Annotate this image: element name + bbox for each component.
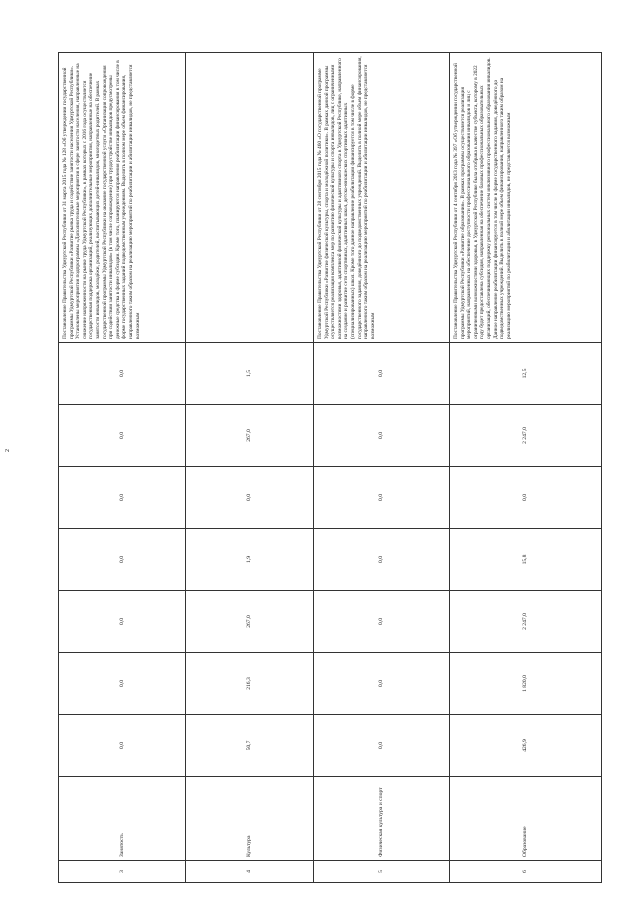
row-index: 5 xyxy=(314,861,450,883)
value-cell: 0,0 xyxy=(314,653,450,715)
value-cell: 2 247,0 xyxy=(450,405,602,467)
value-cell: 0,0 xyxy=(59,405,186,467)
value-cell: 0,0 xyxy=(59,591,186,653)
table-row xyxy=(450,53,602,883)
table-row xyxy=(314,53,450,883)
table-row xyxy=(186,53,314,883)
sector-name: Культура xyxy=(186,777,314,861)
page-number: 2 xyxy=(5,449,11,452)
value-cell: 0,0 xyxy=(59,467,186,529)
legal-basis-note: Постановление Правительства Удмуртской Республики от 28 сентября 2015 года № 460 «О государственной программе Удмуртской Республики «Развитие физической культуры, спорта и молодёжной политики». В рамках данной программы осуществляется реализация комплекса мер по развитию физической культуры и спорта инвалидов, лиц с ограниченными возможностями здоровья, адаптивной физической культуры и адаптивного спорта в Удмуртской Республике, направленного на создание и развитие сети спортивных, адаптивных школ, детско-юношеских спортивных адаптивных (специализированных) школ. Кроме того данное направление реабилитации финансируется в том числе в форме государственного задания, доведённого до подведомственных учреждений. Выделить в полной мере объем финансирования, направленного таким образом на реализацию мероприятий по реабилитации и абилитации инвалидов, не представляется возможным xyxy=(314,53,450,343)
sector-name: Образование xyxy=(450,777,602,861)
value-cell: 1 820,0 xyxy=(450,653,602,715)
row-index: 4 xyxy=(186,861,314,883)
funding-table xyxy=(58,52,602,883)
value-cell: 216,3 xyxy=(186,653,314,715)
sector-name: Занятость xyxy=(59,777,186,861)
legal-basis-note: Постановление Правительства Удмуртской Республики от 4 сентября 2013 года № 397 «Об утверждении государственной программы Удмуртской Республики «Развитие образования». В рамках программы осуществляется реализация мероприятий, направленных на обеспечение доступности профессионального образования инвалидов и лиц с ограниченными возможностями здоровья, в Удмуртской Республике была отобрана в качестве субъекта, которому в 2022 году будет предоставлена субсидия, направленная на обеспечение базовых профессиональных образовательных организаций, обеспечивающих поддержку региональных систем инклюзивного профессионального образования инвалидов. Данное направление реабилитации финансируется в том числе в форме государственного задания, доведённого до подведомственных учреждений. Выделить в полной мере объем финансирования, направленного таким образом на реализацию мероприятий по реабилитации и абилитации инвалидов, не представляется возможным xyxy=(450,53,602,343)
value-cell: 0,0 xyxy=(314,467,450,529)
value-cell: 0,0 xyxy=(314,715,450,777)
value-cell: 0,0 xyxy=(450,467,602,529)
value-cell: 50,7 xyxy=(186,715,314,777)
value-cell: 1,5 xyxy=(186,343,314,405)
table-row xyxy=(59,53,186,883)
rotated-table-wrapper xyxy=(58,53,601,883)
value-cell: 0,0 xyxy=(186,467,314,529)
value-cell: 0,0 xyxy=(59,529,186,591)
value-cell: 267,0 xyxy=(186,591,314,653)
value-cell: 0,0 xyxy=(314,343,450,405)
value-cell: 0,0 xyxy=(59,653,186,715)
value-cell: 12,5 xyxy=(450,343,602,405)
value-cell: 15,8 xyxy=(450,529,602,591)
value-cell: 0,0 xyxy=(59,343,186,405)
value-cell: 0,0 xyxy=(314,591,450,653)
row-index: 3 xyxy=(59,861,186,883)
value-cell: 426,9 xyxy=(450,715,602,777)
value-cell: 0,0 xyxy=(314,529,450,591)
value-cell: 0,0 xyxy=(314,405,450,467)
legal-basis-note: Постановление Правительства Удмуртской Республики от 31 марта 2015 года № 128 «Об утверждении государственной программы Удмуртской Республики «Развитие рынка труда и содействие занятости населения Удмуртской Республики». Установлены мероприятия подпрограммы «Дополнительные мероприятия в сфере занятости населения, направленные на снижение напряженности на рынке труда Удмуртской Республики», в рамках которых с 2016 года осуществляется государственная поддержка организаций, реализующих дополнительные мероприятия, направленные на обеспечение занятости инвалидов, молодёжи, родителей, воспитывающих детей-инвалидов, многодетных родителей. В рамках государственной программы Удмуртской Республики на оказание государственной услуги «Организация сопровождения при содействии занятости инвалидов» (в том числе сопровождение) при трудоустройстве инвалидов предусмотрены денежные средства в форме субсидии. Кроме того, планируются направления реабилитации финансирования в том числе в форме государственных заданий подведомственным учреждениям. Выделить в полном мере объем финансирования, направленного таким образом на реализацию мероприятий по реабилитации и абилитации инвалидов, не представляется возможным xyxy=(59,53,186,343)
sector-name: Физическая культура и спорт xyxy=(314,777,450,861)
value-cell: 267,0 xyxy=(186,405,314,467)
legal-basis-note xyxy=(186,53,314,343)
value-cell: 1,9 xyxy=(186,529,314,591)
row-index: 6 xyxy=(450,861,602,883)
value-cell: 2 247,0 xyxy=(450,591,602,653)
value-cell: 0,0 xyxy=(59,715,186,777)
